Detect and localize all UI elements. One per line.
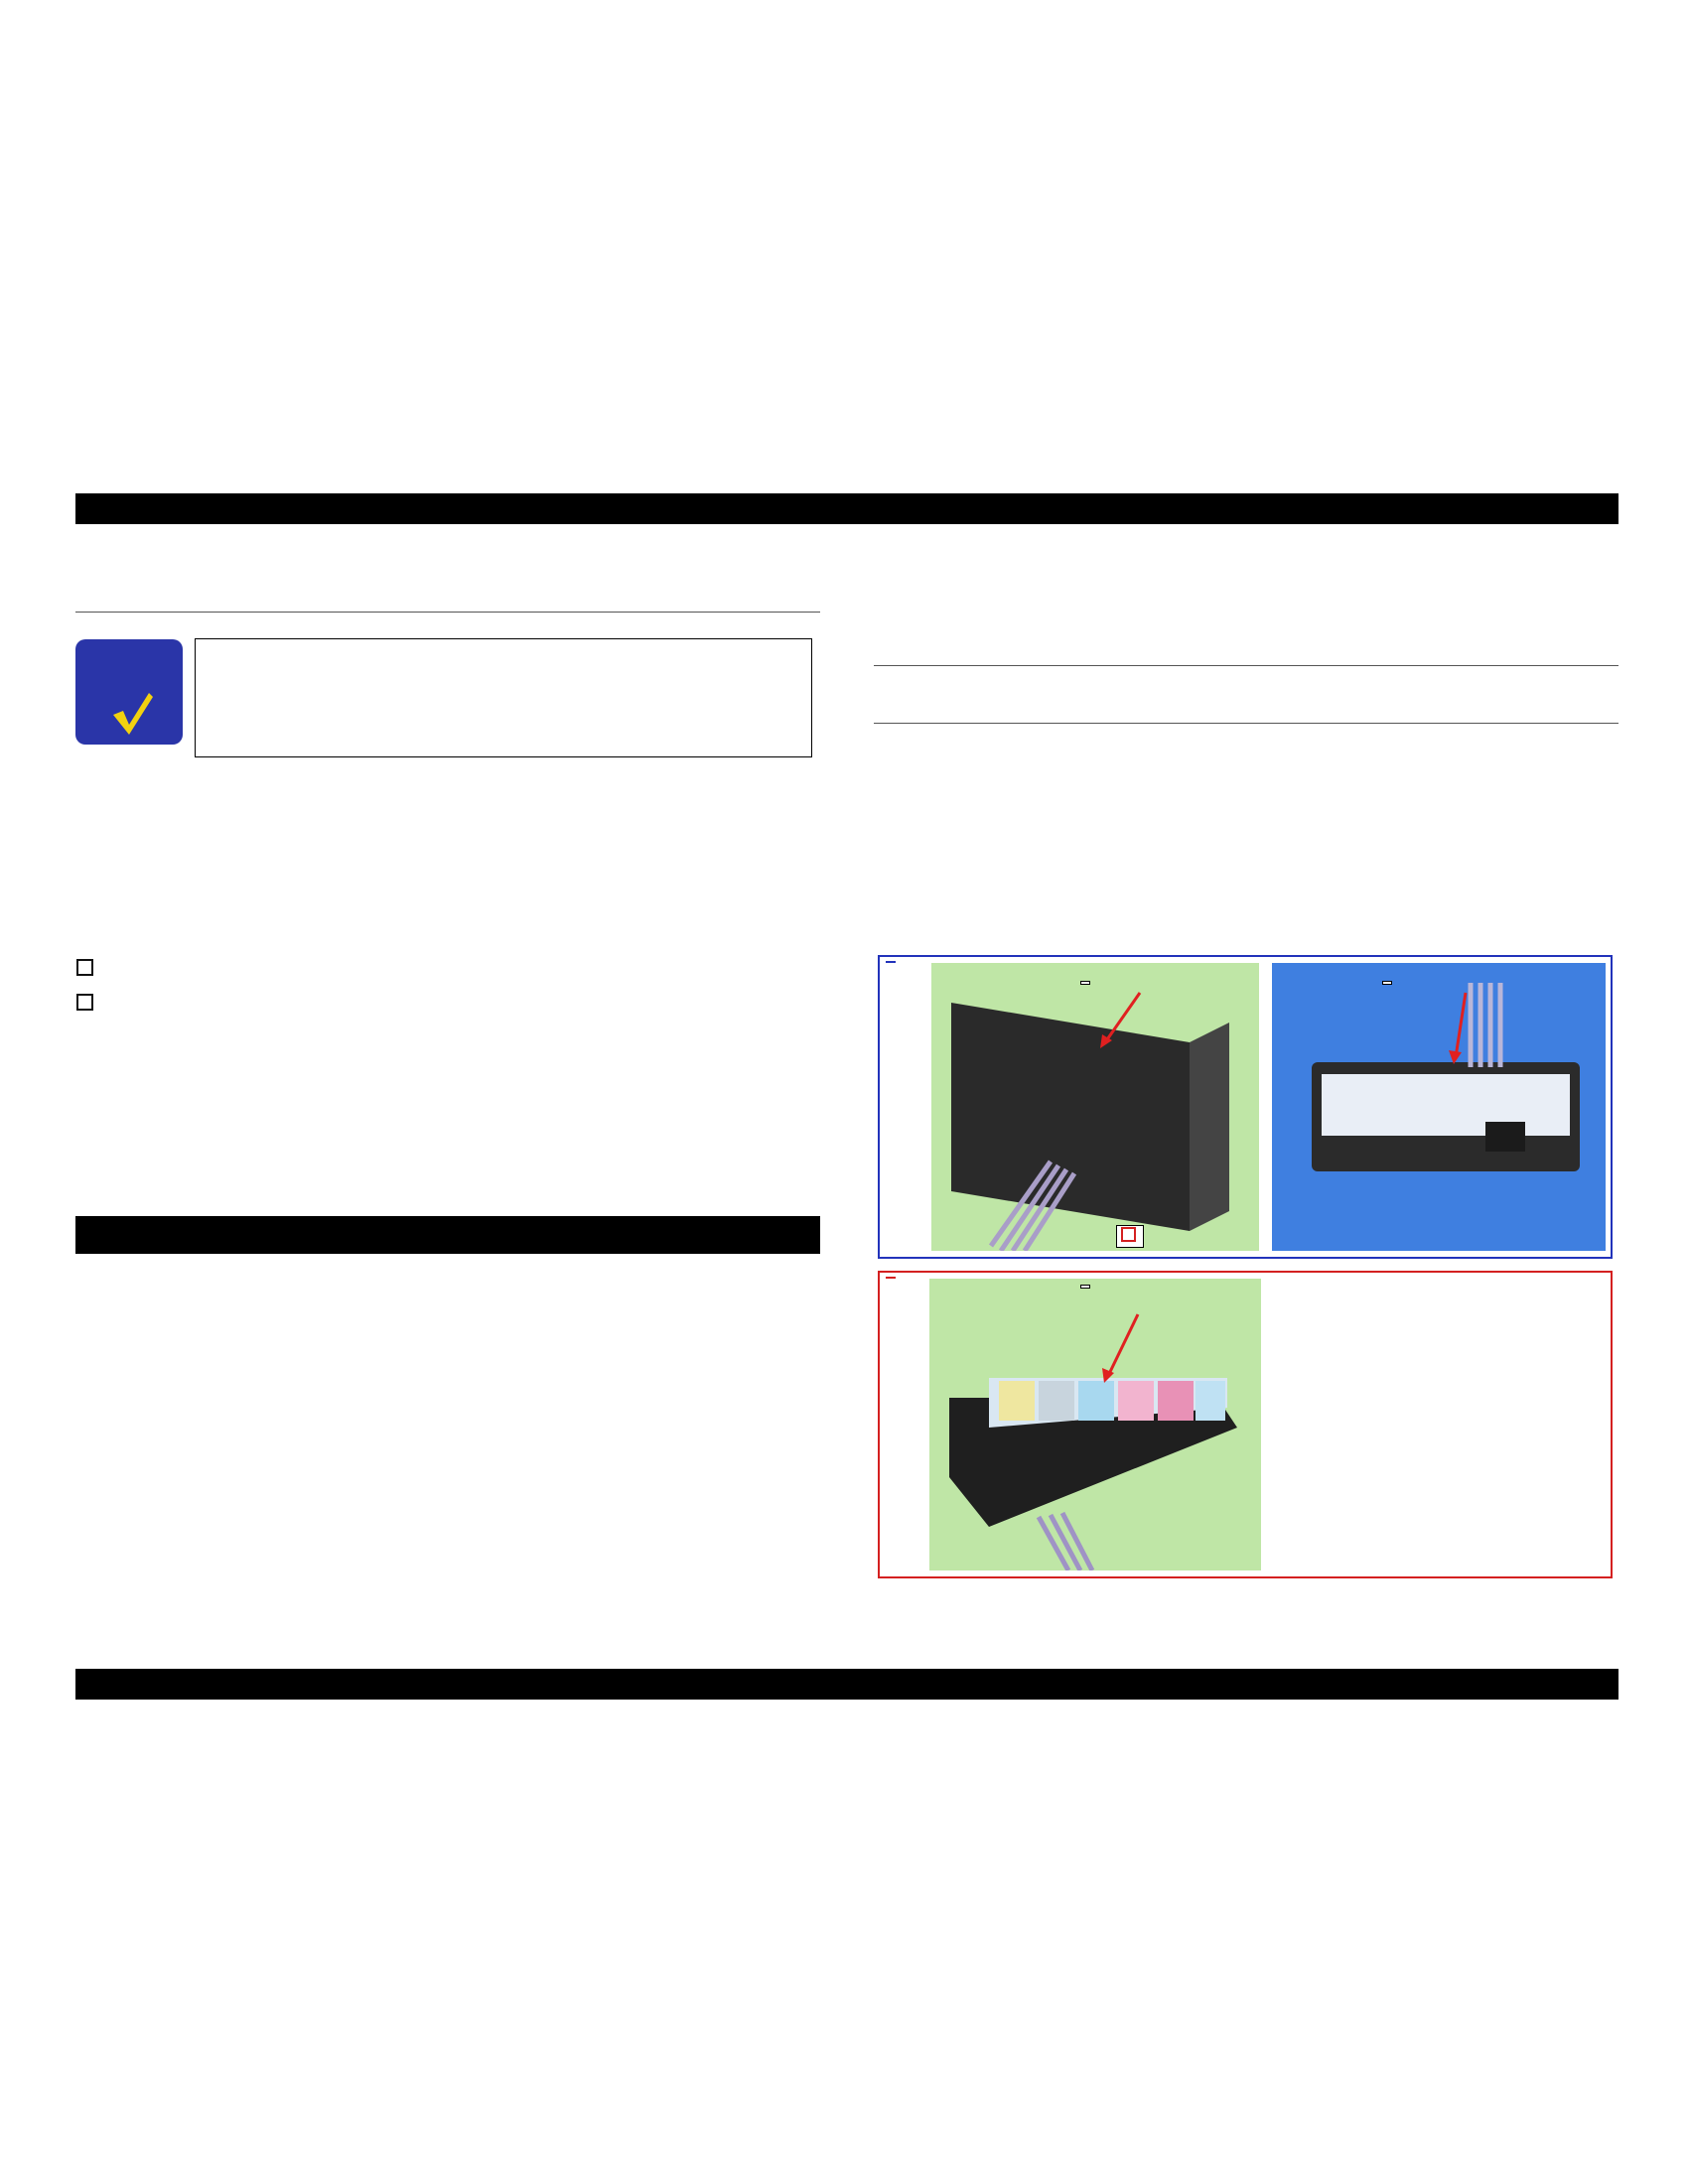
ng-tag — [886, 1277, 896, 1279]
label-ink-supply-tank-assy — [1080, 981, 1090, 985]
ink-tank-illustration — [931, 963, 1259, 1251]
heading-rule — [874, 665, 1618, 666]
footer-bar — [75, 1669, 1618, 1700]
column-header-part-no — [576, 1217, 820, 1254]
bullet-box-icon — [76, 959, 93, 976]
checkmark-icon — [109, 689, 155, 739]
tank-photo-ok-1 — [931, 963, 1259, 1251]
figure-ng-panel — [878, 1271, 1613, 1578]
ink-tank-top-illustration — [1272, 963, 1606, 1251]
column-header-tool — [76, 1217, 576, 1254]
heading-rule — [874, 723, 1618, 724]
bullet-box-icon — [76, 994, 93, 1011]
check-point-badge — [75, 639, 183, 745]
table-header-row — [76, 1217, 820, 1254]
check-point-note — [195, 638, 812, 757]
tank-photo-ng — [929, 1279, 1261, 1570]
tank-photo-ok-2 — [1272, 963, 1606, 1251]
ventilation-marker-icon — [1121, 1227, 1136, 1242]
label-ink-supply-tank-assy — [1080, 1285, 1090, 1289]
tools-table — [75, 1216, 820, 1254]
figure-ok-panel — [878, 955, 1613, 1259]
label-ventilation-film — [1116, 1225, 1144, 1248]
title-rule — [75, 612, 820, 613]
ink-tank-upside-down-illustration — [929, 1279, 1261, 1570]
header-bar — [75, 493, 1618, 524]
label-ink-supply-tank-assy — [1382, 981, 1392, 985]
ok-tag — [886, 961, 896, 963]
